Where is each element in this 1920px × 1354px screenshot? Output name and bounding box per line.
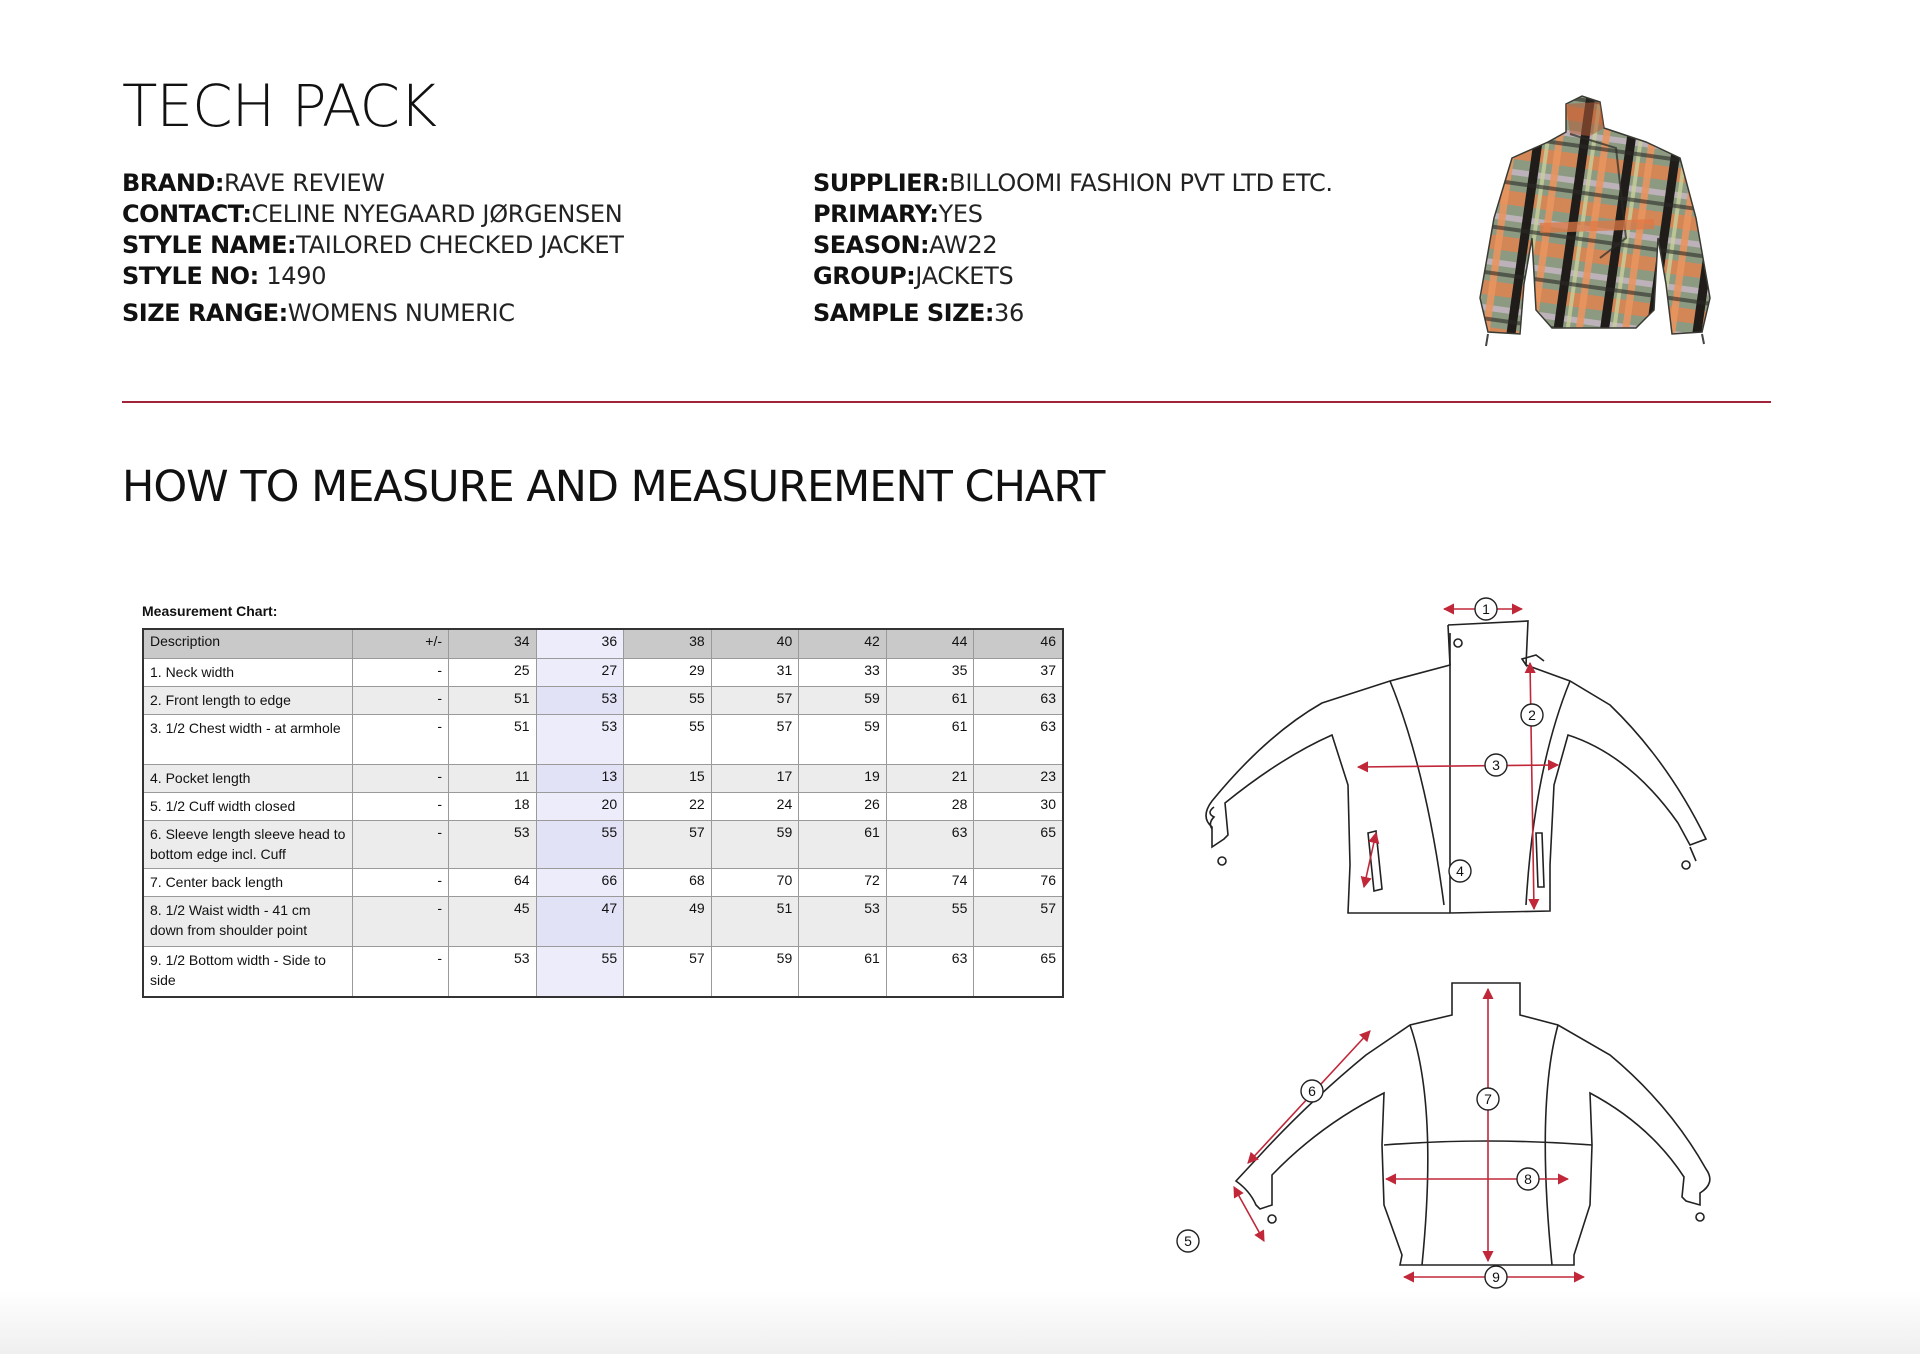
- size-value-cell: 25: [449, 659, 537, 687]
- tolerance-cell: -: [353, 765, 449, 793]
- page-bottom-shadow: [0, 1290, 1920, 1354]
- measure-marker-6: [1301, 1080, 1323, 1102]
- info-style-name: STYLE NAME:TAILORED CHECKED JACKET: [122, 231, 624, 259]
- size-value-cell: 51: [449, 715, 537, 765]
- table-row: [143, 897, 1063, 947]
- measurement-description: 5. 1/2 Cuff width closed: [143, 793, 353, 821]
- size-value-cell: 63: [974, 687, 1063, 715]
- info-sample-size: SAMPLE SIZE:36: [813, 299, 1024, 327]
- section-divider: [122, 401, 1771, 403]
- measurement-description: 4. Pocket length: [143, 765, 353, 793]
- table-row: [143, 659, 1063, 687]
- measurement-table: [142, 628, 1064, 998]
- measure-marker-label: 5: [1184, 1233, 1192, 1249]
- table-row: [143, 793, 1063, 821]
- table-row: [143, 715, 1063, 765]
- size-value-cell: 74: [886, 869, 974, 897]
- size-value-cell: 59: [711, 947, 799, 997]
- size-value-cell: 64: [449, 869, 537, 897]
- measurement-chart-caption: Measurement Chart:: [142, 603, 278, 619]
- size-value-cell: 51: [449, 687, 537, 715]
- measure-marker-label: 4: [1456, 863, 1464, 879]
- page-title: TECH PACK: [122, 72, 437, 140]
- table-row: [143, 821, 1063, 869]
- measurement-description: 7. Center back length: [143, 869, 353, 897]
- size-value-cell: 28: [886, 793, 974, 821]
- column-header: 40: [711, 629, 799, 659]
- size-value-cell: 57: [974, 897, 1063, 947]
- table-row: [143, 687, 1063, 715]
- size-value-cell: 57: [711, 715, 799, 765]
- measure-marker-8: [1517, 1168, 1539, 1190]
- size-value-cell: 49: [624, 897, 712, 947]
- measure-marker-label: 9: [1492, 1269, 1500, 1285]
- column-header: 46: [974, 629, 1063, 659]
- size-value-cell: 15: [624, 765, 712, 793]
- measure-marker-label: 8: [1524, 1171, 1532, 1187]
- size-value-cell: 55: [624, 715, 712, 765]
- size-value-cell: 51: [711, 897, 799, 947]
- size-value-cell: 61: [799, 821, 887, 869]
- left-info-block: [122, 168, 624, 329]
- back-flat-sketch: [1236, 983, 1710, 1265]
- size-value-cell: 17: [711, 765, 799, 793]
- tolerance-cell: -: [353, 659, 449, 687]
- size-value-cell: 19: [799, 765, 887, 793]
- size-value-cell: 65: [974, 821, 1063, 869]
- size-value-cell: 33: [799, 659, 887, 687]
- table-row: [143, 765, 1063, 793]
- size-value-cell: 53: [799, 897, 887, 947]
- how-to-measure-diagram: [1170, 585, 1810, 1295]
- size-value-cell: 57: [711, 687, 799, 715]
- measure-marker-4: [1449, 860, 1471, 882]
- measure-marker-9: [1485, 1266, 1507, 1288]
- size-value-cell: 29: [624, 659, 712, 687]
- measure-marker-5: [1177, 1230, 1199, 1252]
- size-value-cell: 13: [536, 765, 624, 793]
- size-value-cell: 18: [449, 793, 537, 821]
- measure-marker-label: 7: [1484, 1091, 1492, 1107]
- size-value-cell: 55: [536, 821, 624, 869]
- column-header: +/-: [353, 629, 449, 659]
- size-value-cell: 76: [974, 869, 1063, 897]
- info-brand: BRAND:RAVE REVIEW: [122, 169, 385, 197]
- tolerance-cell: -: [353, 947, 449, 997]
- size-value-cell: 63: [886, 947, 974, 997]
- measurement-description: 3. 1/2 Chest width - at armhole: [143, 715, 353, 765]
- size-value-cell: 55: [886, 897, 974, 947]
- measure-marker-3: [1485, 754, 1507, 776]
- size-value-cell: 72: [799, 869, 887, 897]
- size-value-cell: 57: [624, 947, 712, 997]
- size-value-cell: 23: [974, 765, 1063, 793]
- measure-marker-label: 6: [1308, 1083, 1316, 1099]
- info-size-range: SIZE RANGE:WOMENS NUMERIC: [122, 299, 515, 327]
- tolerance-cell: -: [353, 793, 449, 821]
- size-value-cell: 61: [886, 715, 974, 765]
- column-header: 42: [799, 629, 887, 659]
- measure-marker-7: [1477, 1088, 1499, 1110]
- size-value-cell: 20: [536, 793, 624, 821]
- column-header: 44: [886, 629, 974, 659]
- size-value-cell: 30: [974, 793, 1063, 821]
- tolerance-cell: -: [353, 715, 449, 765]
- table-header-row: [143, 629, 1063, 659]
- size-value-cell: 11: [449, 765, 537, 793]
- size-value-cell: 53: [449, 947, 537, 997]
- column-header: 38: [624, 629, 712, 659]
- table-row: [143, 947, 1063, 997]
- size-value-cell: 65: [974, 947, 1063, 997]
- size-value-cell: 61: [886, 687, 974, 715]
- size-value-cell: 47: [536, 897, 624, 947]
- size-value-cell: 35: [886, 659, 974, 687]
- size-value-cell: 68: [624, 869, 712, 897]
- size-value-cell: 70: [711, 869, 799, 897]
- measure-marker-2: [1521, 704, 1543, 726]
- measurement-description: 9. 1/2 Bottom width - Side to side: [143, 947, 353, 997]
- size-value-cell: 53: [449, 821, 537, 869]
- size-value-cell: 57: [624, 821, 712, 869]
- column-header-sample-size: 36: [536, 629, 624, 659]
- size-value-cell: 26: [799, 793, 887, 821]
- measure-marker-1: [1475, 598, 1497, 620]
- measurement-description: 1. Neck width: [143, 659, 353, 687]
- tolerance-cell: -: [353, 821, 449, 869]
- size-value-cell: 53: [536, 687, 624, 715]
- size-value-cell: 45: [449, 897, 537, 947]
- size-value-cell: 55: [624, 687, 712, 715]
- measure-marker-label: 1: [1482, 601, 1490, 617]
- jacket-product-image: [1440, 88, 1750, 350]
- column-header: Description: [143, 629, 353, 659]
- measure-marker-label: 3: [1492, 757, 1500, 773]
- size-value-cell: 21: [886, 765, 974, 793]
- size-value-cell: 27: [536, 659, 624, 687]
- measure-marker-label: 2: [1528, 707, 1536, 723]
- column-header: 34: [449, 629, 537, 659]
- size-value-cell: 55: [536, 947, 624, 997]
- size-value-cell: 66: [536, 869, 624, 897]
- size-value-cell: 37: [974, 659, 1063, 687]
- tolerance-cell: -: [353, 687, 449, 715]
- size-value-cell: 22: [624, 793, 712, 821]
- tolerance-cell: -: [353, 897, 449, 947]
- size-value-cell: 63: [974, 715, 1063, 765]
- size-value-cell: 31: [711, 659, 799, 687]
- info-style-no: STYLE NO: 1490: [122, 262, 327, 290]
- info-group: GROUP:JACKETS: [813, 262, 1014, 290]
- size-value-cell: 53: [536, 715, 624, 765]
- section-title: HOW TO MEASURE AND MEASUREMENT CHART: [122, 462, 1105, 512]
- right-info-block: [813, 168, 1333, 329]
- measurement-description: 6. Sleeve length sleeve head to bottom edge incl. Cuff: [143, 821, 353, 869]
- size-value-cell: 61: [799, 947, 887, 997]
- size-value-cell: 24: [711, 793, 799, 821]
- info-season: SEASON:AW22: [813, 231, 998, 259]
- info-supplier: SUPPLIER:BILLOOMI FASHION PVT LTD ETC.: [813, 169, 1333, 197]
- info-contact: CONTACT:CELINE NYEGAARD JØRGENSEN: [122, 200, 623, 228]
- measurement-description: 8. 1/2 Waist width - 41 cm down from shoulder point: [143, 897, 353, 947]
- info-primary: PRIMARY:YES: [813, 200, 983, 228]
- size-value-cell: 63: [886, 821, 974, 869]
- size-value-cell: 59: [711, 821, 799, 869]
- measurement-description: 2. Front length to edge: [143, 687, 353, 715]
- size-value-cell: 59: [799, 715, 887, 765]
- table-row: [143, 869, 1063, 897]
- size-value-cell: 59: [799, 687, 887, 715]
- tolerance-cell: -: [353, 869, 449, 897]
